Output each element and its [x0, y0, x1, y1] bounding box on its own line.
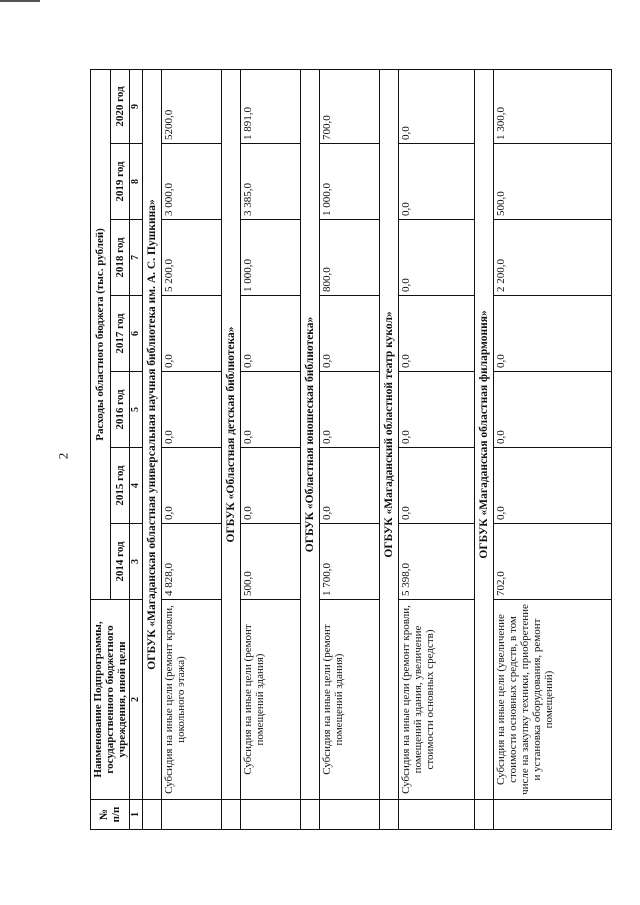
- org-row: [475, 69, 494, 829]
- value-2019: 3 000,0: [162, 144, 222, 220]
- year-2019: 2019 год: [110, 144, 130, 220]
- value-2019: 0,0: [399, 144, 475, 220]
- value-2014: 500,0: [241, 524, 301, 600]
- value-2020: 1 891,0: [241, 69, 301, 143]
- value-2019: 500,0: [494, 144, 612, 220]
- col-number: 2: [130, 600, 143, 800]
- col-number: 1: [130, 800, 143, 830]
- org-row: [301, 69, 320, 829]
- value-2020: 700,0: [320, 69, 380, 143]
- value-2017: 0,0: [494, 296, 612, 372]
- col-number: 7: [130, 220, 143, 296]
- value-2018: 2 200,0: [494, 220, 612, 296]
- header-name: Наименование Подпрограммы, государственного бюджетного учреждения, иной цели: [91, 600, 130, 800]
- value-2016: 0,0: [399, 372, 475, 448]
- header-num: № п/п: [91, 800, 130, 830]
- value-2020: 5200,0: [162, 69, 222, 143]
- col-number: 3: [130, 524, 143, 600]
- header-expenses: Расходы областного бюджета (тыс. рублей): [91, 69, 111, 599]
- row-description: Субсидия на иные цели (ремонт помещений здания): [320, 600, 380, 800]
- org-title: ОГБУК «Магаданская областная филармония»: [475, 69, 494, 799]
- scan-corner-mark: [0, 0, 40, 2]
- value-2018: 5 200,0: [162, 220, 222, 296]
- value-2020: 0,0: [399, 69, 475, 143]
- col-number: 8: [130, 144, 143, 220]
- org-title: ОГБУК «Магаданская областная универсальная научная библиотека им. А. С. Пушкина»: [143, 69, 162, 799]
- row-description: Субсидия на иные цели (ремонт помещений здания): [241, 600, 301, 800]
- col-number: 9: [130, 69, 143, 143]
- value-2016: 0,0: [162, 372, 222, 448]
- table-row: [399, 69, 475, 829]
- org-row: [143, 69, 162, 829]
- col-number: 4: [130, 448, 143, 524]
- value-2017: 0,0: [162, 296, 222, 372]
- col-number: 5: [130, 372, 143, 448]
- value-2016: 0,0: [494, 372, 612, 448]
- org-title: ОГБУК «Магаданский областной театр кукол»: [380, 69, 399, 799]
- value-2017: 0,0: [399, 296, 475, 372]
- value-2019: 1 000,0: [320, 144, 380, 220]
- value-2014: 5 398,0: [399, 524, 475, 600]
- year-2020: 2020 год: [110, 69, 130, 143]
- column-number-row: [130, 69, 143, 829]
- value-2019: 3 385,0: [241, 144, 301, 220]
- table-row: [162, 69, 222, 829]
- table-row: [494, 69, 612, 829]
- year-2018: 2018 год: [110, 220, 130, 296]
- value-2017: 0,0: [241, 296, 301, 372]
- row-description: Субсидия на иные цели (увеличение стоимости основных средств, в том числе на закупку техники, приобретение и установка оборудования, ремонт помещений): [494, 600, 612, 800]
- value-2014: 1 700,0: [320, 524, 380, 600]
- value-2015: 0,0: [399, 448, 475, 524]
- value-2016: 0,0: [241, 372, 301, 448]
- budget-table: [90, 69, 612, 830]
- year-2016: 2016 год: [110, 372, 130, 448]
- value-2015: 0,0: [162, 448, 222, 524]
- value-2015: 0,0: [320, 448, 380, 524]
- org-title: ОГБУК «Областная юношеская библиотека»: [301, 69, 320, 799]
- value-2014: 4 828,0: [162, 524, 222, 600]
- table-row: [241, 69, 301, 829]
- col-number: 6: [130, 296, 143, 372]
- org-title: ОГБУК «Областная детская библиотека»: [222, 69, 241, 799]
- org-row: [380, 69, 399, 829]
- org-row: [222, 69, 241, 829]
- year-2014: 2014 год: [110, 524, 130, 600]
- year-2015: 2015 год: [110, 448, 130, 524]
- row-description: Субсидия на иные цели (ремонт кровли, цокольного этажа): [162, 600, 222, 800]
- year-2017: 2017 год: [110, 296, 130, 372]
- header-row-top: [91, 69, 111, 829]
- row-description: Субсидия на иные цели (ремонт кровли, помещений здания, увеличение стоимости основных средств): [399, 600, 475, 800]
- value-2015: 0,0: [494, 448, 612, 524]
- budget-table-container: [90, 70, 630, 830]
- value-2018: 800,0: [320, 220, 380, 296]
- value-2016: 0,0: [320, 372, 380, 448]
- value-2018: 1 000,0: [241, 220, 301, 296]
- value-2017: 0,0: [320, 296, 380, 372]
- value-2015: 0,0: [241, 448, 301, 524]
- value-2020: 1 300,0: [494, 69, 612, 143]
- page-number: 2: [55, 452, 71, 460]
- value-2014: 702,0: [494, 524, 612, 600]
- table-row: [320, 69, 380, 829]
- value-2018: 0,0: [399, 220, 475, 296]
